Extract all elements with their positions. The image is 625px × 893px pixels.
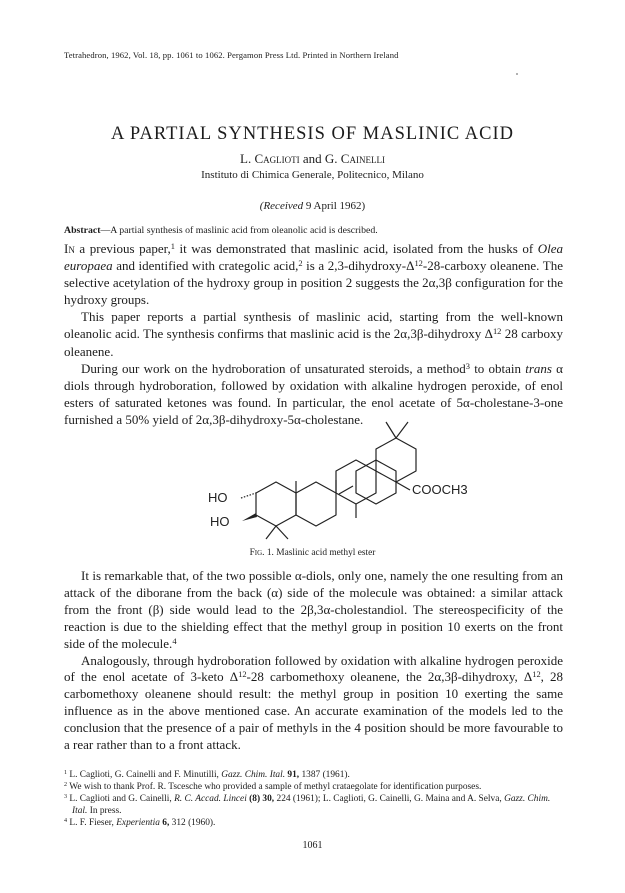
ho-bottom-wedge xyxy=(242,513,257,521)
footnote-2 xyxy=(64,781,564,793)
fn4-text: L. F. Fieser, xyxy=(67,818,117,828)
footnote-1 xyxy=(64,769,564,781)
figure-caption-text: Maslinic acid methyl ester xyxy=(276,548,376,558)
p1-text-5: -28-carboxy oleanene. The selective acetylation of the hydroxy group in position 2 suggests the 2α,3β configuration for the hydroxy groups. xyxy=(64,258,563,308)
double-bond xyxy=(339,486,353,494)
p4-text-1: It is remarkable that, of the two possible α-diols, only one, namely the one resulting from an attack of the diborane from the back (α) side of the molecule was obtained: a similar attack from the front (β) side would lead to the 2β,3α-cholestandiol. The stereospecificity of the reaction is due to the shielding effect that the methyl group in position 10 exerts on the front side of the molecule. xyxy=(64,568,563,651)
ref-2: 2 xyxy=(298,257,303,268)
fn3-mark: 3 xyxy=(64,793,68,800)
fn1-mark: 1 xyxy=(64,769,68,776)
footnote-4 xyxy=(64,817,564,829)
ester-label xyxy=(412,482,468,497)
ester-formula: COOCH xyxy=(412,482,461,497)
ref-4: 4 xyxy=(172,635,177,646)
paragraph-4 xyxy=(64,568,563,653)
footnotes xyxy=(64,769,564,829)
received-day: 9 April xyxy=(305,200,337,212)
author-2: G. Cainelli xyxy=(324,151,385,166)
maslinic-acid-structure xyxy=(196,382,468,547)
body-text-lower xyxy=(64,568,563,754)
running-header: Tetrahedron, 1962, Vol. 18, pp. 1061 to 1062. Pergamon Press Ltd. Printed in Northern Ireland xyxy=(64,50,399,60)
p3-text-1: During our work on the hydroboration of unsaturated steroids, a method xyxy=(81,360,466,376)
fn3-journal-1: R. C. Accad. Lincei xyxy=(174,794,247,804)
methyl-20a xyxy=(386,422,396,438)
fn1-rest: 1387 (1961). xyxy=(299,770,350,780)
figure-caption xyxy=(0,548,625,558)
paragraph-5 xyxy=(64,653,563,754)
institution: Instituto di Chimica Generale, Politecnico, Milano xyxy=(201,169,424,181)
p1-text-2: it was demonstrated that maslinic acid, isolated from the husks of xyxy=(174,241,538,256)
p3-trans: trans xyxy=(525,360,552,376)
p5-text-1: Analogously, through hydroboration followed by oxidation with alkaline hydrogen peroxide of the enol acetate of 3-keto Δ xyxy=(64,652,563,685)
received-year: 1962) xyxy=(339,200,366,212)
fn4-volume: 6, xyxy=(159,818,170,828)
fn1-volume: 91, xyxy=(285,770,300,780)
received-prefix: (Received xyxy=(259,200,304,212)
page-speck xyxy=(516,73,518,75)
author-line xyxy=(0,151,625,167)
p1-superscript: 12 xyxy=(414,257,423,268)
p1-text-3: and identified with crategolic acid, xyxy=(112,258,299,274)
footnote-3 xyxy=(64,793,564,817)
p1-text-4: is a 2,3-dihydroxy-Δ xyxy=(302,258,415,274)
fn3-text: L. Caglioti and G. Cainelli, xyxy=(67,794,175,804)
fn2-mark: 2 xyxy=(64,781,68,788)
ring-skeleton xyxy=(256,422,416,539)
fn3-mid: 224 (1961); L. Caglioti, G. Cainelli, G. Maina and A. Selva, xyxy=(274,794,505,804)
p3-text-2: to obtain xyxy=(469,360,526,376)
received-date xyxy=(0,200,625,212)
methyl-4a xyxy=(266,526,276,539)
hydroxy-bonds xyxy=(241,493,257,521)
ho-top-bond xyxy=(241,493,256,498)
figure-number: Fig. 1. xyxy=(249,548,274,558)
fn1-text: L. Caglioti, G. Cainelli and F. Minutilli, xyxy=(67,770,222,780)
p2-text-2: 28 carboxy oleanene. xyxy=(64,326,563,359)
fn4-journal: Experientia xyxy=(116,818,160,828)
methyl-4b xyxy=(276,526,288,539)
abstract-text: —A partial synthesis of maslinic acid from oleanolic acid is described. xyxy=(100,225,378,236)
ho-top-label: HO xyxy=(208,490,228,505)
fn2-text: We wish to thank Prof. R. Tscesche who provided a sample of methyl crataegolate for identification purposes. xyxy=(67,782,482,792)
ester-bond xyxy=(396,482,410,490)
ester-subscript: 3 xyxy=(460,482,468,497)
p5-text-2: -28 carbomethoxy oleanene, the 2α,3β-dihydroxy, Δ xyxy=(246,669,533,685)
paragraph-2 xyxy=(64,308,563,359)
article-title: A PARTIAL SYNTHESIS OF MASLINIC ACID xyxy=(110,124,515,144)
species-name: Olea europaea xyxy=(64,241,564,274)
p1-text-1: a previous paper, xyxy=(74,241,171,256)
abstract-label: Abstract xyxy=(64,225,101,236)
p1-lead: In xyxy=(64,241,75,256)
p5-superscript-2: 12 xyxy=(532,669,541,680)
ho-bottom-label: HO xyxy=(210,514,230,529)
fn4-mark: 4 xyxy=(64,817,68,824)
p2-superscript: 12 xyxy=(492,326,502,337)
ring-a xyxy=(256,482,296,526)
fn1-journal: Gazz. Chim. Ital. xyxy=(221,770,286,780)
page-number: 1061 xyxy=(302,840,323,851)
p5-text-3: , 28 carbomethoxy oleanene should result: the methyl group in position 10 exerting the same influence as in the above mentioned case. An accurate examination of the models led to the conclusion that the presence of a pair of methyls in the 4 position should be more favourable to a rear rather than to a front attack. xyxy=(64,669,563,753)
author-conjunction: and xyxy=(302,151,322,166)
fn3-rest: In press. xyxy=(87,806,122,816)
paragraph-1 xyxy=(64,240,563,308)
methyl-20b xyxy=(396,422,408,438)
abstract xyxy=(64,225,564,236)
ring-b xyxy=(296,482,336,526)
ref-3: 3 xyxy=(465,360,470,371)
fn4-rest: 312 (1960). xyxy=(169,818,216,828)
fn3-volume-1: (8) 30, xyxy=(246,794,275,804)
author-1: L. Caglioti xyxy=(240,151,300,166)
ref-1: 1 xyxy=(170,240,175,251)
p2-text-1: This paper reports a partial synthesis of maslinic acid, starting from the well-known oleanolic acid. The synthesis confirms that maslinic acid is the 2α,3β-dihydroxy Δ xyxy=(64,309,563,342)
p3-text-3: α diols through hydroboration, followed by oxidation with alkaline hydrogen peroxide, of enol esters of saturated ketones was found. In particular, the enol acetate of 5α-cholestane-3-one furnished a 50% yield of 2α,3β-dihydroxy-5α-cholestane. xyxy=(64,360,563,427)
p5-superscript-1: 12 xyxy=(238,669,247,680)
fn3-journal-2: Gazz. Chim. Ital. xyxy=(72,794,551,816)
